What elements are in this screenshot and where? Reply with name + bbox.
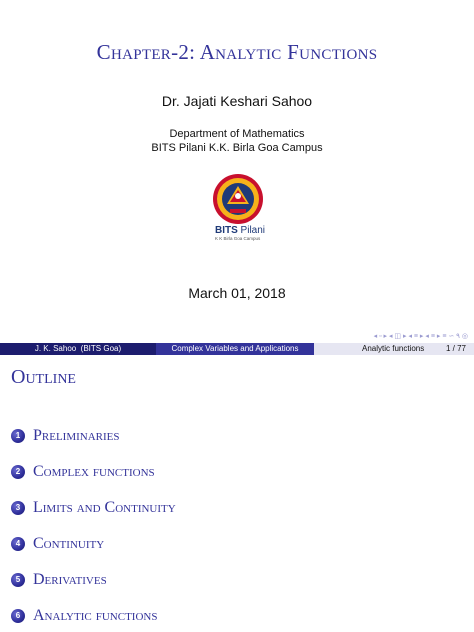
footer-author: J. K. Sahoo (BITS Goa)	[0, 343, 156, 355]
outline-item[interactable]	[11, 598, 176, 632]
beamer-navigation-icons[interactable]: ◂ ▫ ▸ ◂ ◫ ▸ ◂ ≡ ▸ ◂ ≡ ▸ ≡ ∽ ۹ ◎	[373, 333, 468, 340]
outline-item-label: Derivatives	[33, 571, 107, 588]
footer-course: Complex Variables and Applications	[156, 343, 314, 355]
numbered-ball-icon: 6	[11, 609, 25, 623]
footer-page-number: 1 / 77	[445, 344, 466, 353]
numbered-ball-icon: 2	[11, 465, 25, 479]
outline-item-label: Preliminaries	[33, 427, 120, 444]
institution-block	[0, 127, 474, 155]
institution-name: BITS Pilani K.K. Birla Goa Campus	[151, 142, 323, 154]
numbered-ball-icon: 5	[11, 573, 25, 587]
outline-heading: Outline	[11, 366, 76, 388]
outline-item[interactable]	[11, 418, 176, 454]
numbered-ball-icon: 4	[11, 537, 25, 551]
presentation-title: Chapter-2: Analytic Functions	[96, 40, 378, 64]
outline-item[interactable]	[11, 526, 176, 562]
outline-item-label: Limits and Continuity	[33, 499, 176, 516]
footer-topic-page	[314, 343, 474, 355]
presentation-date: March 01, 2018	[188, 285, 286, 301]
author-name: Dr. Jajati Keshari Sahoo	[161, 93, 313, 109]
outline-item-label: Continuity	[33, 535, 105, 552]
footer-topic: Analytic functions	[362, 344, 425, 353]
numbered-ball-icon: 3	[11, 501, 25, 515]
outline-item[interactable]	[11, 454, 176, 490]
outline-list	[11, 418, 176, 632]
outline-item-label: Analytic functions	[33, 607, 158, 624]
slide-footer	[0, 343, 474, 355]
logo-wordmark	[215, 225, 285, 241]
numbered-ball-icon: 1	[11, 429, 25, 443]
logo-subtitle: K K Birla Goa Campus	[215, 236, 261, 241]
department-name: Department of Mathematics	[169, 128, 305, 140]
outline-item-label: Complex functions	[33, 463, 155, 480]
logo-brand: BITS Pilani	[215, 225, 266, 236]
outline-item[interactable]	[11, 490, 176, 526]
outline-item[interactable]	[11, 562, 176, 598]
bits-pilani-logo-icon	[212, 173, 264, 225]
